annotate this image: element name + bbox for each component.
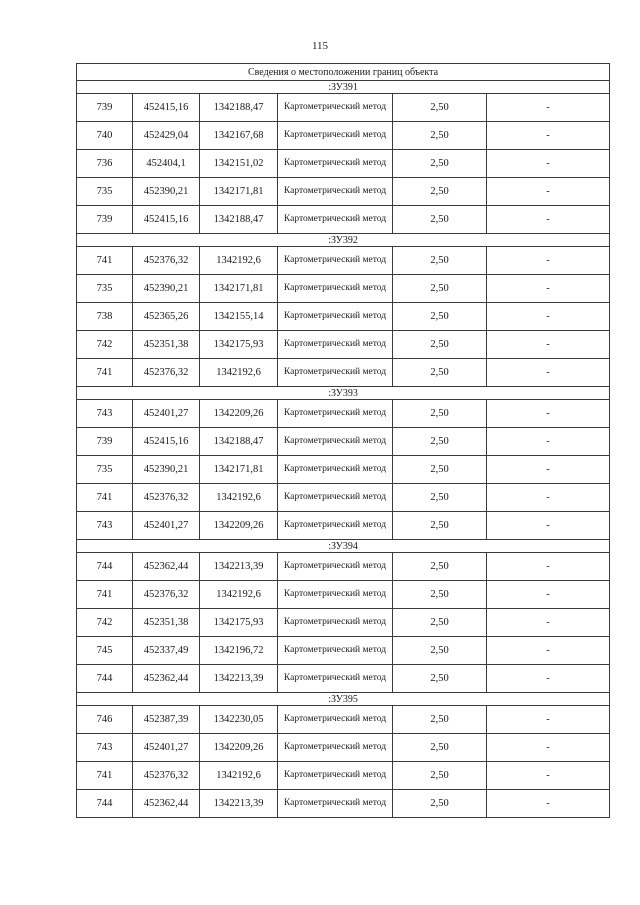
x-coordinate-cell: 452390,21 (133, 178, 200, 206)
point-number-cell: 743 (77, 512, 133, 540)
accuracy-cell: 2,50 (393, 581, 487, 609)
accuracy-cell: 2,50 (393, 706, 487, 734)
y-coordinate-cell: 1342213,39 (200, 790, 278, 818)
table-row (77, 609, 610, 637)
description-cell: - (487, 734, 610, 762)
description-cell: - (487, 456, 610, 484)
method-cell: Картометрический метод (278, 331, 393, 359)
description-cell: - (487, 581, 610, 609)
table-row (77, 178, 610, 206)
method-cell: Картометрический метод (278, 512, 393, 540)
method-cell: Картометрический метод (278, 609, 393, 637)
description-cell: - (487, 484, 610, 512)
method-cell: Картометрический метод (278, 206, 393, 234)
point-number-cell: 740 (77, 122, 133, 150)
point-number-cell: 741 (77, 762, 133, 790)
y-coordinate-cell: 1342175,93 (200, 331, 278, 359)
accuracy-cell: 2,50 (393, 247, 487, 275)
accuracy-cell: 2,50 (393, 331, 487, 359)
x-coordinate-cell: 452401,27 (133, 734, 200, 762)
y-coordinate-cell: 1342188,47 (200, 428, 278, 456)
section-header-row (77, 387, 610, 400)
section-header-row (77, 81, 610, 94)
point-number-cell: 739 (77, 428, 133, 456)
point-number-cell: 744 (77, 790, 133, 818)
point-number-cell: 741 (77, 247, 133, 275)
description-cell: - (487, 359, 610, 387)
accuracy-cell: 2,50 (393, 553, 487, 581)
accuracy-cell: 2,50 (393, 790, 487, 818)
accuracy-cell: 2,50 (393, 359, 487, 387)
point-number-cell: 741 (77, 484, 133, 512)
table-row (77, 359, 610, 387)
method-cell: Картометрический метод (278, 762, 393, 790)
description-cell: - (487, 94, 610, 122)
table-row (77, 275, 610, 303)
y-coordinate-cell: 1342192,6 (200, 247, 278, 275)
section-title: :ЗУ391 (77, 81, 610, 94)
section-title: :ЗУ395 (77, 693, 610, 706)
y-coordinate-cell: 1342196,72 (200, 637, 278, 665)
method-cell: Картометрический метод (278, 275, 393, 303)
method-cell: Картометрический метод (278, 553, 393, 581)
method-cell: Картометрический метод (278, 484, 393, 512)
description-cell: - (487, 762, 610, 790)
x-coordinate-cell: 452362,44 (133, 790, 200, 818)
method-cell: Картометрический метод (278, 94, 393, 122)
point-number-cell: 745 (77, 637, 133, 665)
x-coordinate-cell: 452404,1 (133, 150, 200, 178)
point-number-cell: 743 (77, 734, 133, 762)
section-title: :ЗУ393 (77, 387, 610, 400)
section-header-row (77, 540, 610, 553)
method-cell: Картометрический метод (278, 581, 393, 609)
table-row (77, 734, 610, 762)
description-cell: - (487, 247, 610, 275)
table-row (77, 512, 610, 540)
table-header-row (77, 64, 610, 81)
table-row (77, 247, 610, 275)
y-coordinate-cell: 1342230,05 (200, 706, 278, 734)
boundary-coordinates-table (76, 63, 610, 818)
point-number-cell: 746 (77, 706, 133, 734)
table-row (77, 150, 610, 178)
x-coordinate-cell: 452337,49 (133, 637, 200, 665)
y-coordinate-cell: 1342175,93 (200, 609, 278, 637)
y-coordinate-cell: 1342192,6 (200, 359, 278, 387)
description-cell: - (487, 428, 610, 456)
accuracy-cell: 2,50 (393, 428, 487, 456)
x-coordinate-cell: 452401,27 (133, 400, 200, 428)
description-cell: - (487, 178, 610, 206)
accuracy-cell: 2,50 (393, 206, 487, 234)
point-number-cell: 735 (77, 178, 133, 206)
x-coordinate-cell: 452351,38 (133, 609, 200, 637)
method-cell: Картометрический метод (278, 456, 393, 484)
table-row (77, 303, 610, 331)
method-cell: Картометрический метод (278, 359, 393, 387)
x-coordinate-cell: 452362,44 (133, 665, 200, 693)
point-number-cell: 741 (77, 581, 133, 609)
table-row (77, 206, 610, 234)
method-cell: Картометрический метод (278, 706, 393, 734)
method-cell: Картометрический метод (278, 122, 393, 150)
y-coordinate-cell: 1342209,26 (200, 512, 278, 540)
y-coordinate-cell: 1342171,81 (200, 456, 278, 484)
description-cell: - (487, 665, 610, 693)
table-title: Сведения о местоположении границ объекта (77, 64, 610, 81)
accuracy-cell: 2,50 (393, 609, 487, 637)
y-coordinate-cell: 1342192,6 (200, 484, 278, 512)
method-cell: Картометрический метод (278, 428, 393, 456)
section-title: :ЗУ392 (77, 234, 610, 247)
table-row (77, 122, 610, 150)
method-cell: Картометрический метод (278, 303, 393, 331)
section-header-row (77, 693, 610, 706)
method-cell: Картометрический метод (278, 400, 393, 428)
description-cell: - (487, 609, 610, 637)
point-number-cell: 738 (77, 303, 133, 331)
x-coordinate-cell: 452390,21 (133, 456, 200, 484)
section-header-row (77, 234, 610, 247)
point-number-cell: 744 (77, 553, 133, 581)
description-cell: - (487, 706, 610, 734)
x-coordinate-cell: 452401,27 (133, 512, 200, 540)
accuracy-cell: 2,50 (393, 400, 487, 428)
table-row (77, 553, 610, 581)
y-coordinate-cell: 1342188,47 (200, 206, 278, 234)
table-row (77, 581, 610, 609)
x-coordinate-cell: 452429,04 (133, 122, 200, 150)
table-row (77, 762, 610, 790)
y-coordinate-cell: 1342209,26 (200, 400, 278, 428)
accuracy-cell: 2,50 (393, 150, 487, 178)
description-cell: - (487, 206, 610, 234)
method-cell: Картометрический метод (278, 637, 393, 665)
accuracy-cell: 2,50 (393, 665, 487, 693)
x-coordinate-cell: 452387,39 (133, 706, 200, 734)
description-cell: - (487, 150, 610, 178)
x-coordinate-cell: 452376,32 (133, 359, 200, 387)
table-row (77, 665, 610, 693)
y-coordinate-cell: 1342151,02 (200, 150, 278, 178)
point-number-cell: 735 (77, 275, 133, 303)
y-coordinate-cell: 1342167,68 (200, 122, 278, 150)
table-row (77, 484, 610, 512)
table-row (77, 428, 610, 456)
method-cell: Картометрический метод (278, 247, 393, 275)
point-number-cell: 735 (77, 456, 133, 484)
accuracy-cell: 2,50 (393, 762, 487, 790)
table-row (77, 790, 610, 818)
x-coordinate-cell: 452376,32 (133, 762, 200, 790)
accuracy-cell: 2,50 (393, 178, 487, 206)
section-title: :ЗУ394 (77, 540, 610, 553)
y-coordinate-cell: 1342213,39 (200, 665, 278, 693)
x-coordinate-cell: 452365,26 (133, 303, 200, 331)
y-coordinate-cell: 1342209,26 (200, 734, 278, 762)
table-row (77, 637, 610, 665)
y-coordinate-cell: 1342192,6 (200, 581, 278, 609)
table-row (77, 400, 610, 428)
method-cell: Картометрический метод (278, 178, 393, 206)
x-coordinate-cell: 452376,32 (133, 484, 200, 512)
y-coordinate-cell: 1342155,14 (200, 303, 278, 331)
x-coordinate-cell: 452415,16 (133, 206, 200, 234)
accuracy-cell: 2,50 (393, 484, 487, 512)
x-coordinate-cell: 452362,44 (133, 553, 200, 581)
point-number-cell: 744 (77, 665, 133, 693)
x-coordinate-cell: 452390,21 (133, 275, 200, 303)
accuracy-cell: 2,50 (393, 637, 487, 665)
accuracy-cell: 2,50 (393, 94, 487, 122)
x-coordinate-cell: 452351,38 (133, 331, 200, 359)
y-coordinate-cell: 1342171,81 (200, 275, 278, 303)
description-cell: - (487, 553, 610, 581)
accuracy-cell: 2,50 (393, 456, 487, 484)
accuracy-cell: 2,50 (393, 303, 487, 331)
accuracy-cell: 2,50 (393, 734, 487, 762)
accuracy-cell: 2,50 (393, 512, 487, 540)
y-coordinate-cell: 1342188,47 (200, 94, 278, 122)
description-cell: - (487, 512, 610, 540)
table-row (77, 94, 610, 122)
point-number-cell: 742 (77, 331, 133, 359)
method-cell: Картометрический метод (278, 790, 393, 818)
page-number: 115 (311, 40, 329, 52)
point-number-cell: 742 (77, 609, 133, 637)
x-coordinate-cell: 452376,32 (133, 581, 200, 609)
description-cell: - (487, 122, 610, 150)
x-coordinate-cell: 452376,32 (133, 247, 200, 275)
description-cell: - (487, 637, 610, 665)
point-number-cell: 743 (77, 400, 133, 428)
x-coordinate-cell: 452415,16 (133, 428, 200, 456)
accuracy-cell: 2,50 (393, 122, 487, 150)
method-cell: Картометрический метод (278, 665, 393, 693)
method-cell: Картометрический метод (278, 150, 393, 178)
y-coordinate-cell: 1342192,6 (200, 762, 278, 790)
point-number-cell: 736 (77, 150, 133, 178)
description-cell: - (487, 275, 610, 303)
y-coordinate-cell: 1342213,39 (200, 553, 278, 581)
point-number-cell: 739 (77, 206, 133, 234)
description-cell: - (487, 790, 610, 818)
description-cell: - (487, 303, 610, 331)
table-row (77, 456, 610, 484)
description-cell: - (487, 331, 610, 359)
point-number-cell: 741 (77, 359, 133, 387)
description-cell: - (487, 400, 610, 428)
table-row (77, 331, 610, 359)
accuracy-cell: 2,50 (393, 275, 487, 303)
y-coordinate-cell: 1342171,81 (200, 178, 278, 206)
x-coordinate-cell: 452415,16 (133, 94, 200, 122)
point-number-cell: 739 (77, 94, 133, 122)
method-cell: Картометрический метод (278, 734, 393, 762)
table-row (77, 706, 610, 734)
